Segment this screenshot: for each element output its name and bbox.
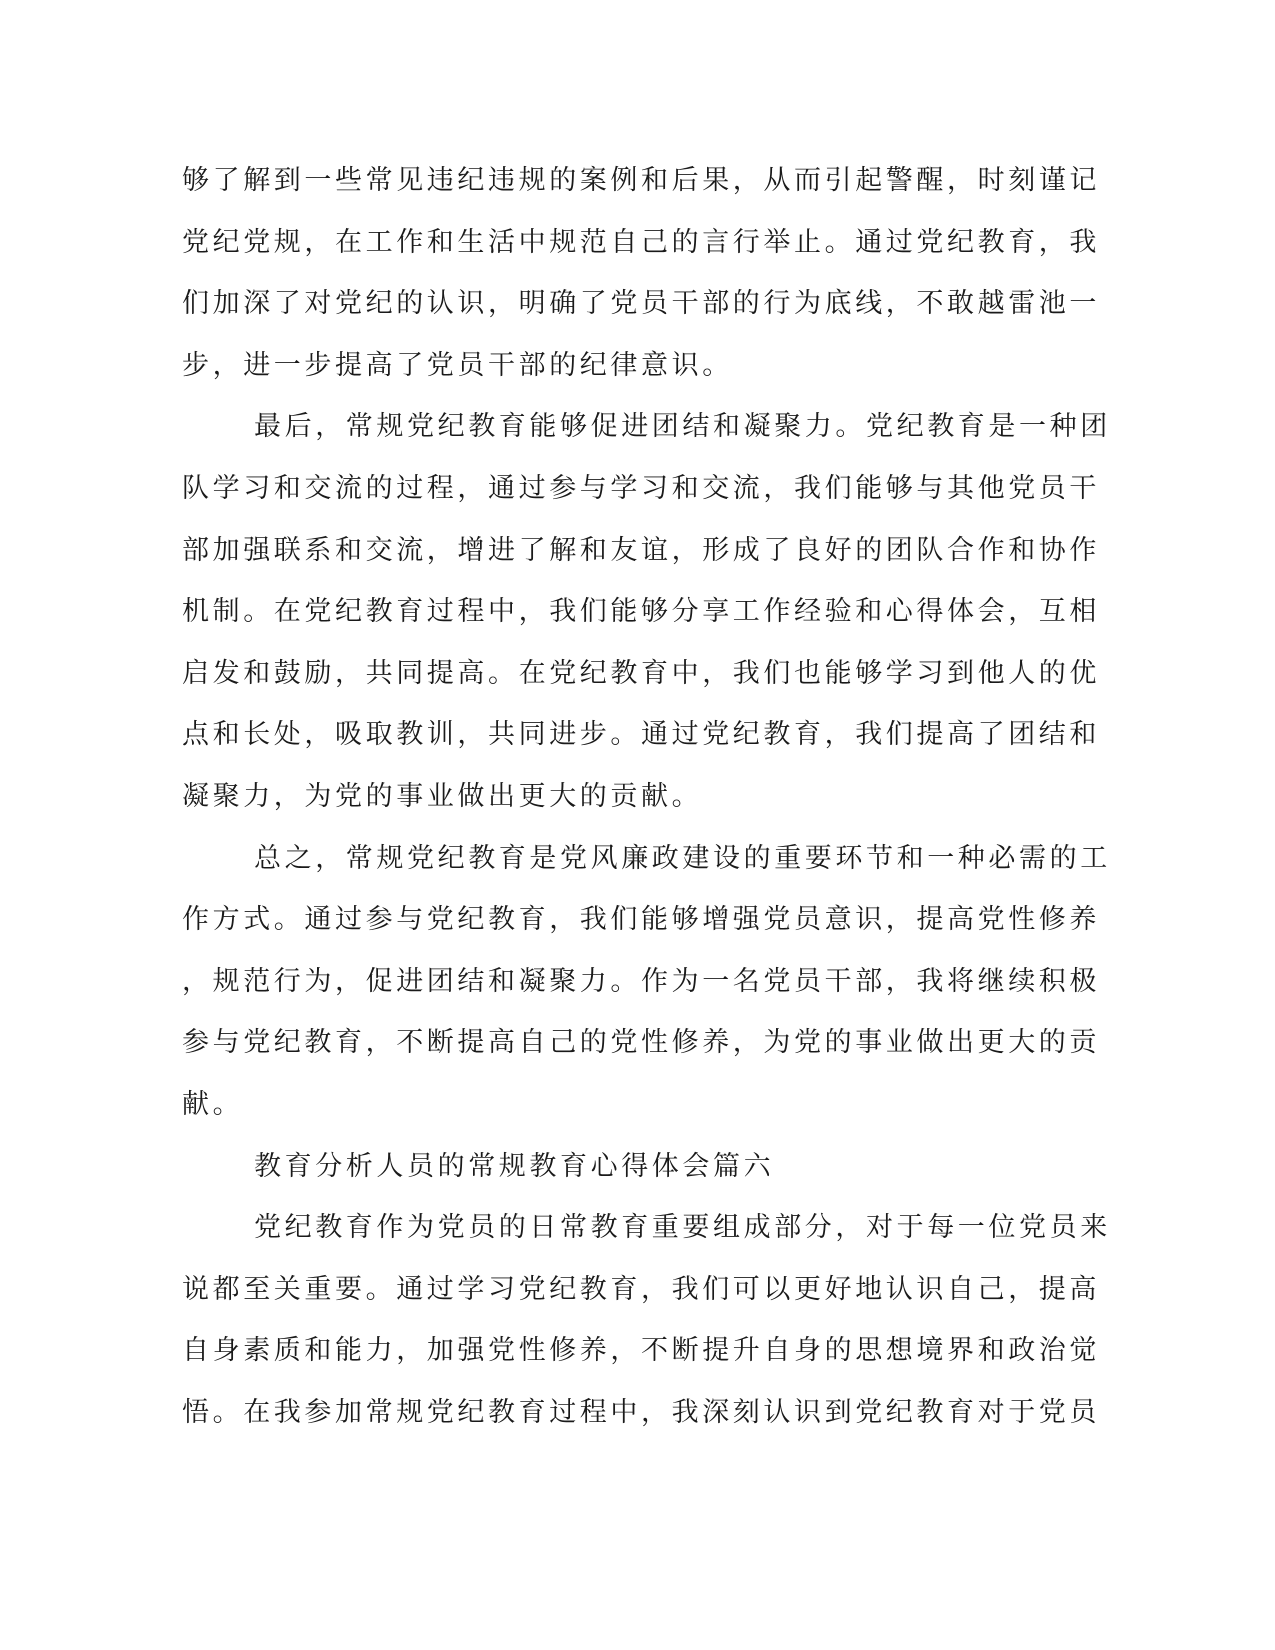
- section-heading: 教育分析人员的常规教育心得体会篇六: [254, 1150, 775, 1182]
- text-line: 悟。在我参加常规党纪教育过程中，我深刻认识到党纪教育对于党员: [182, 1396, 1100, 1428]
- text-line: 机制。在党纪教育过程中，我们能够分享工作经验和心得体会，互相: [182, 596, 1100, 628]
- text-line: ，规范行为，促进团结和凝聚力。作为一名党员干部，我将继续积极: [182, 965, 1100, 997]
- paragraph-start-line: 总之，常规党纪教育是党风廉政建设的重要环节和一种必需的工: [254, 842, 1111, 874]
- text-line: 献。: [182, 1088, 244, 1120]
- text-line: 队学习和交流的过程，通过参与学习和交流，我们能够与其他党员干: [182, 472, 1100, 504]
- paragraph-start-line: 党纪教育作为党员的日常教育重要组成部分，对于每一位党员来: [254, 1212, 1111, 1244]
- document-body: [182, 150, 1111, 1443]
- text-line: 启发和鼓励，共同提高。在党纪教育中，我们也能够学习到他人的优: [182, 657, 1100, 689]
- text-line: 参与党纪教育，不断提高自己的党性修养，为党的事业做出更大的贡: [182, 1027, 1100, 1059]
- text-line: 步，进一步提高了党员干部的纪律意识。: [182, 349, 733, 381]
- text-line: 们加深了对党纪的认识，明确了党员干部的行为底线，不敢越雷池一: [182, 288, 1100, 320]
- paragraph-start-line: 最后，常规党纪教育能够促进团结和凝聚力。党纪教育是一种团: [254, 411, 1111, 443]
- text-line: 点和长处，吸取教训，共同进步。通过党纪教育，我们提高了团结和: [182, 719, 1100, 751]
- text-line: 部加强联系和交流，增进了解和友谊，形成了良好的团队合作和协作: [182, 534, 1100, 566]
- text-line: 自身素质和能力，加强党性修养，不断提升自身的思想境界和政治觉: [182, 1335, 1100, 1367]
- text-line: 够了解到一些常见违纪违规的案例和后果，从而引起警醒，时刻谨记: [182, 165, 1100, 196]
- text-line: 凝聚力，为党的事业做出更大的贡献。: [182, 780, 703, 812]
- text-line: 说都至关重要。通过学习党纪教育，我们可以更好地认识自己，提高: [182, 1273, 1100, 1305]
- text-line: 作方式。通过参与党纪教育，我们能够增强党员意识，提高党性修养: [182, 904, 1100, 936]
- text-line: 党纪党规，在工作和生活中规范自己的言行举止。通过党纪教育，我: [182, 226, 1100, 258]
